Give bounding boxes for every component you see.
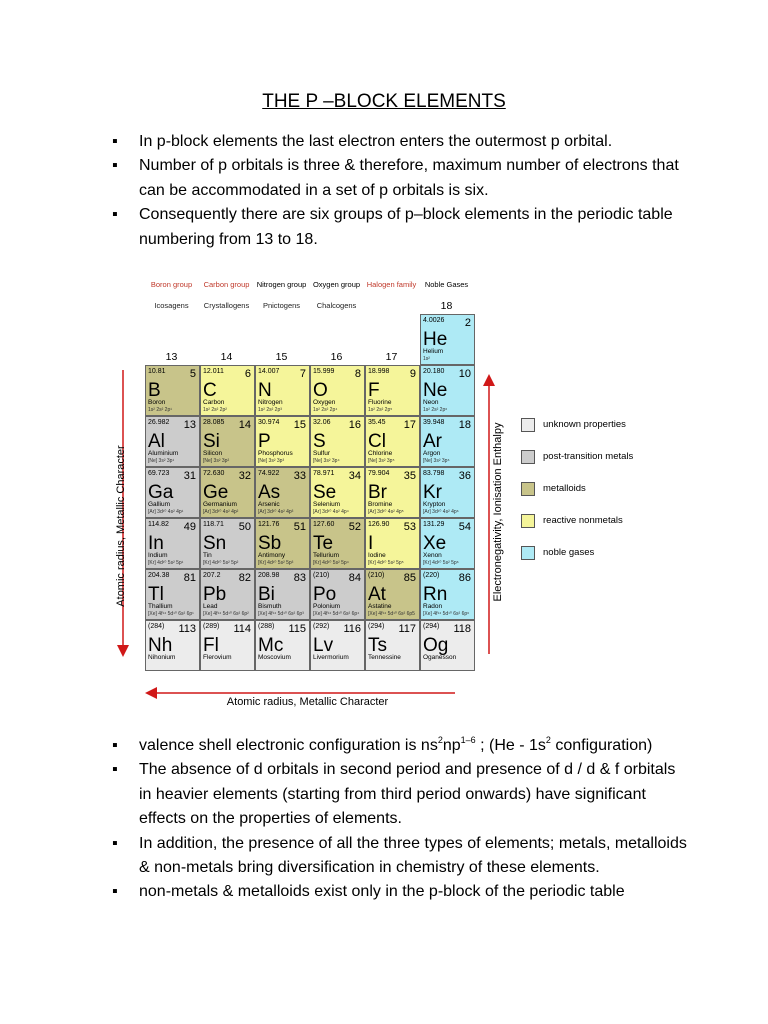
atomic-number: 5 [189, 368, 196, 380]
element-grid [145, 314, 475, 671]
element-symbol: Ar [423, 431, 442, 452]
element-mass: (288) [258, 623, 275, 630]
legend-item: unknown properties [521, 418, 681, 438]
element-mass: 78.971 [313, 470, 335, 477]
element-name: Indium [148, 552, 168, 559]
element-mass: (210) [368, 572, 385, 579]
element-mass: 30.974 [258, 419, 280, 426]
element-name: Antimony [258, 552, 286, 559]
element-symbol: Tl [148, 584, 164, 605]
element-cell-at [365, 569, 420, 620]
element-symbol: Bi [258, 584, 275, 605]
element-config: [Xe] 4f¹⁴ 5d¹⁰ 6s² 6p² [203, 611, 249, 617]
legend-swatch [521, 418, 535, 432]
atomic-number: 118 [453, 623, 471, 635]
element-config: [Kr] 4d¹⁰ 5s² 5p¹ [148, 560, 184, 566]
element-mass: 74.922 [258, 470, 280, 477]
element-mass: 14.007 [258, 368, 280, 375]
atomic-number: 81 [183, 572, 196, 584]
element-cell-fl [200, 620, 255, 671]
element-cell-ar [420, 416, 475, 467]
atomic-number: 49 [183, 521, 196, 533]
element-mass: 32.06 [313, 419, 331, 426]
element-mass: 20.180 [423, 368, 445, 375]
element-symbol: Ga [148, 482, 174, 503]
element-cell-si [200, 416, 255, 467]
element-config: [Ar] 3d¹⁰ 4s² 4p¹ [148, 509, 184, 515]
atomic-number: 113 [178, 623, 196, 635]
element-mass: 208.98 [258, 572, 280, 579]
element-name: Carbon [203, 399, 225, 406]
element-mass: 118.71 [203, 521, 224, 528]
element-symbol: Si [203, 431, 220, 452]
group-header: Boron group Icosagens 13 [150, 280, 193, 363]
atomic-number: 50 [238, 521, 251, 533]
legend-item: noble gases [521, 546, 681, 566]
element-config: [Kr] 4d¹⁰ 5s² 5p⁴ [313, 560, 349, 566]
element-mass: 18.998 [368, 368, 390, 375]
details-bullet-list [112, 734, 692, 905]
element-symbol: B [148, 380, 161, 401]
element-config: [Kr] 4d¹⁰ 5s² 5p² [203, 560, 239, 566]
element-mass: 126.90 [368, 521, 390, 528]
element-cell-c [200, 365, 255, 416]
element-mass: 35.45 [368, 419, 386, 426]
element-config: [Ar] 3d¹⁰ 4s² 4p³ [258, 509, 294, 515]
atomic-number: 34 [348, 470, 361, 482]
element-cell-og [420, 620, 475, 671]
page-title: THE P –BLOCK ELEMENTS [262, 91, 506, 112]
element-name: Phosphorus [258, 450, 293, 457]
element-symbol: P [258, 431, 271, 452]
element-cell-te [310, 518, 365, 569]
atomic-number: 6 [244, 368, 251, 380]
element-mass: 12.011 [203, 368, 224, 375]
atomic-number: 9 [409, 368, 416, 380]
element-config: [Kr] 4d¹⁰ 5s² 5p⁶ [423, 560, 459, 566]
atomic-number: 31 [183, 470, 196, 482]
element-cell-rn [420, 569, 475, 620]
bullet-item: ▪ Consequently there are six groups of p–block elements in the periodic table numbering from 13 to 18. [112, 203, 692, 252]
element-symbol: Br [368, 482, 387, 503]
element-cell-nh [145, 620, 200, 671]
element-config: [Ar] 3d¹⁰ 4s² 4p⁴ [313, 509, 349, 515]
element-symbol: N [258, 380, 272, 401]
element-cell-sb [255, 518, 310, 569]
element-name: Radon [423, 603, 443, 610]
element-config: 1s² 2s² 2p² [203, 407, 227, 413]
element-name: Astatine [368, 603, 392, 610]
element-config: [Ne] 3s² 3p² [203, 458, 230, 464]
atomic-number: 116 [343, 623, 361, 635]
element-name: Moscovium [258, 654, 291, 661]
element-config: [Ne] 3s² 3p⁵ [368, 458, 395, 464]
atomic-number: 16 [348, 419, 361, 431]
element-cell-o [310, 365, 365, 416]
element-config: [Xe] 4f¹⁴ 5d¹⁰ 6s² 6p¹ [148, 611, 194, 617]
element-cell-sn [200, 518, 255, 569]
element-mass: 15.999 [313, 368, 335, 375]
element-symbol: As [258, 482, 281, 503]
element-name: Sulfur [313, 450, 330, 457]
atomic-number: 52 [348, 521, 361, 533]
element-name: Flerovium [203, 654, 232, 661]
group-header: Noble Gases 18 [424, 280, 469, 312]
atomic-number: 14 [238, 419, 251, 431]
element-config: 1s² [423, 356, 430, 362]
atomic-number: 115 [288, 623, 306, 635]
element-config: 1s² 2s² 2p¹ [148, 407, 172, 413]
element-cell-he [420, 314, 475, 365]
atomic-number: 82 [238, 572, 251, 584]
element-symbol: Kr [423, 482, 442, 503]
legend-swatch [521, 450, 535, 464]
element-cell-f [365, 365, 420, 416]
element-name: Polonium [313, 603, 341, 610]
element-mass: 207.2 [203, 572, 221, 579]
element-symbol: Fl [203, 635, 219, 656]
bullet-item-config: ▪ valence shell electronic configuration is $ns^2np^{1-6}$ ; ($He - 1s^2$ configuration) [112, 734, 692, 758]
element-name: Bismuth [258, 603, 282, 610]
atomic-number: 17 [403, 419, 416, 431]
element-symbol: Pb [203, 584, 227, 605]
element-name: Nihonium [148, 654, 176, 661]
element-name: Boron [148, 399, 166, 406]
atomic-number: 84 [348, 572, 361, 584]
element-cell-al [145, 416, 200, 467]
element-cell-n [255, 365, 310, 416]
element-mass: (210) [313, 572, 330, 579]
element-mass: (220) [423, 572, 440, 579]
element-mass: 131.29 [423, 521, 445, 528]
element-symbol: Ts [368, 635, 387, 656]
element-cell-tl [145, 569, 200, 620]
element-name: Gallium [148, 501, 171, 508]
element-name: Selenium [313, 501, 341, 508]
atomic-number: 36 [458, 470, 471, 482]
element-symbol: Se [313, 482, 337, 503]
element-name: Bromine [368, 501, 393, 508]
group-header: Carbon group Crystallogens 14 [203, 280, 250, 363]
element-cell-in [145, 518, 200, 569]
element-config: [Ne] 3s² 3p⁴ [313, 458, 340, 464]
legend-swatch [521, 514, 535, 528]
element-name: Livermorium [313, 654, 349, 661]
atomic-number: 54 [458, 521, 471, 533]
element-config: [Kr] 4d¹⁰ 5s² 5p³ [258, 560, 294, 566]
element-mass: (289) [203, 623, 220, 630]
element-mass: 39.948 [423, 419, 445, 426]
element-symbol: Al [148, 431, 165, 452]
legend-item: reactive nonmetals [521, 514, 681, 534]
legend-item: post-transition metals [521, 450, 681, 470]
element-config: [Ne] 3s² 3p³ [258, 458, 285, 464]
bullet-item: ▪ In p-block elements the last electron enters the outermost p orbital. [112, 130, 692, 154]
element-name: Oxygen [313, 399, 336, 406]
element-symbol: Ne [423, 380, 448, 401]
element-mass: 127.60 [313, 521, 335, 528]
atomic-number: 15 [293, 419, 306, 431]
atomic-number: 18 [458, 419, 471, 431]
element-symbol: Po [313, 584, 337, 605]
element-cell-cl [365, 416, 420, 467]
group-header: Nitrogen group Pnictogens 15 [256, 280, 307, 363]
element-cell-s [310, 416, 365, 467]
element-name: Iodine [368, 552, 386, 559]
element-name: Tellurium [313, 552, 340, 559]
element-config: 1s² 2s² 2p⁴ [313, 407, 338, 413]
atomic-number: 10 [458, 368, 471, 380]
legend-item: metalloids [521, 482, 681, 502]
element-name: Neon [423, 399, 439, 406]
atomic-number: 8 [354, 368, 361, 380]
element-symbol: I [368, 533, 374, 554]
atomic-number: 32 [238, 470, 251, 482]
element-symbol: Xe [423, 533, 447, 554]
legend-swatch [521, 482, 535, 496]
element-name: Aluminium [148, 450, 179, 457]
atomic-number: 33 [293, 470, 306, 482]
atomic-number: 86 [458, 572, 471, 584]
element-symbol: Nh [148, 635, 173, 656]
element-symbol: S [313, 431, 326, 452]
element-mass: 114.82 [148, 521, 169, 528]
element-mass: 121.76 [258, 521, 280, 528]
atomic-number: 35 [403, 470, 416, 482]
atomic-number: 83 [293, 572, 306, 584]
element-cell-bi [255, 569, 310, 620]
element-name: Oganesson [423, 654, 457, 661]
element-mass: 28.085 [203, 419, 225, 426]
element-mass: 4.0026 [423, 317, 445, 324]
p-block-periodic-table-figure [100, 262, 670, 717]
element-name: Xenon [423, 552, 442, 559]
element-config: 1s² 2s² 2p⁶ [423, 407, 448, 413]
element-name: Lead [203, 603, 218, 610]
atomic-number: 117 [398, 623, 416, 635]
atomic-number: 114 [233, 623, 251, 635]
element-config: [Xe] 4f¹⁴ 5d¹⁰ 6s² 6p5 [368, 611, 415, 617]
element-name: Silicon [203, 450, 223, 457]
element-cell-ne [420, 365, 475, 416]
element-name: Nitrogen [258, 399, 283, 406]
group-header: Oxygen group Chalcogens 16 [312, 280, 361, 363]
element-mass: 26.982 [148, 419, 170, 426]
element-cell-mc [255, 620, 310, 671]
element-cell-b [145, 365, 200, 416]
element-cell-kr [420, 467, 475, 518]
element-symbol: C [203, 380, 217, 401]
element-config: [Ne] 3s² 3p¹ [148, 458, 175, 464]
element-name: Helium [423, 348, 444, 355]
element-cell-ts [365, 620, 420, 671]
left-axis-label: Atomic radius, Metallic Character [115, 445, 127, 607]
bullet-item: ▪ In addition, the presence of all the three types of elements; metals, metalloids & non-metals bring diversification in chemistry of these elements. [112, 832, 692, 881]
element-mass: (284) [148, 623, 165, 630]
element-cell-xe [420, 518, 475, 569]
element-config: 1s² 2s² 2p⁵ [368, 407, 393, 413]
element-cell-pb [200, 569, 255, 620]
element-symbol: Og [423, 635, 449, 656]
element-config: [Ar] 3d¹⁰ 4s² 4p² [203, 509, 239, 515]
element-mass: 72.630 [203, 470, 225, 477]
element-name: Thallium [148, 603, 173, 610]
element-symbol: Sn [203, 533, 227, 554]
element-cell-po [310, 569, 365, 620]
element-symbol: Sb [258, 533, 282, 554]
atomic-number: 51 [293, 521, 306, 533]
element-name: Argon [423, 450, 441, 457]
element-symbol: Mc [258, 635, 284, 656]
element-name: Tin [203, 552, 212, 559]
atomic-number: 2 [464, 317, 471, 329]
element-symbol: He [423, 329, 448, 350]
bullet-item: ▪ The absence of d orbitals in second period and presence of d / d & f orbitals in heavier elements (starting from third period onwards) have significant effects on the properties of elements. [112, 758, 692, 831]
group-header: Halogen family 17 [366, 280, 417, 363]
element-mass: 79.904 [368, 470, 390, 477]
element-config: [Xe] 4f¹⁴ 5d¹⁰ 6s² 6p³ [258, 611, 304, 617]
element-cell-p [255, 416, 310, 467]
element-symbol: Te [313, 533, 334, 554]
element-name: Germanium [203, 501, 237, 508]
element-symbol: Cl [368, 431, 386, 452]
element-symbol: Rn [423, 584, 448, 605]
element-config: 1s² 2s² 2p³ [258, 407, 282, 413]
element-name: Chlorine [368, 450, 393, 457]
element-mass: (294) [368, 623, 385, 630]
atomic-number: 7 [299, 368, 306, 380]
element-mass: 204.38 [148, 572, 170, 579]
element-config: [Ar] 3d¹⁰ 4s² 4p⁵ [368, 509, 404, 515]
element-cell-as [255, 467, 310, 518]
element-name: Fluorine [368, 399, 392, 406]
element-config: [Ar] 3d¹⁰ 4s² 4p⁶ [423, 509, 459, 515]
atomic-number: 13 [183, 419, 196, 431]
element-name: Arsenic [258, 501, 280, 508]
element-symbol: Ge [203, 482, 229, 503]
element-symbol: F [368, 380, 380, 401]
element-mass: (292) [313, 623, 330, 630]
element-config: [Xe] 4f¹⁴ 5d¹⁰ 6s² 6p⁴ [313, 611, 360, 617]
right-axis-label: Electronegativity, Ionisation Enthalpy [492, 422, 504, 602]
element-cell-i [365, 518, 420, 569]
element-config: [Ne] 3s² 3p⁶ [423, 458, 450, 464]
element-symbol: In [148, 533, 164, 554]
atomic-number: 53 [403, 521, 416, 533]
bullet-item: ▪ Number of p orbitals is three & therefore, maximum number of electrons that can be accommodated in a set of p orbitals is six. [112, 154, 692, 203]
element-cell-lv [310, 620, 365, 671]
intro-bullet-list [112, 130, 692, 252]
element-cell-ga [145, 467, 200, 518]
atomic-number: 85 [403, 572, 416, 584]
element-name: Tennessine [368, 654, 401, 661]
element-cell-ge [200, 467, 255, 518]
element-mass: 83.798 [423, 470, 445, 477]
element-symbol: At [368, 584, 386, 605]
element-symbol: O [313, 380, 328, 401]
element-config: [Kr] 4d¹⁰ 5s² 5p⁵ [368, 560, 404, 566]
element-mass: 69.723 [148, 470, 170, 477]
element-mass: 10.81 [148, 368, 166, 375]
legend-swatch [521, 546, 535, 560]
bottom-axis-label: Atomic radius, Metallic Character [226, 696, 389, 708]
element-cell-br [365, 467, 420, 518]
element-symbol: Lv [313, 635, 334, 656]
element-config: [Xe] 4f¹⁴ 5d¹⁰ 6s² 6p⁶ [423, 611, 470, 617]
element-cell-se [310, 467, 365, 518]
bullet-item: ▪ non-metals & metalloids exist only in the p-block of the periodic table [112, 880, 692, 904]
element-name: Krypton [423, 501, 446, 508]
element-mass: (294) [423, 623, 440, 630]
